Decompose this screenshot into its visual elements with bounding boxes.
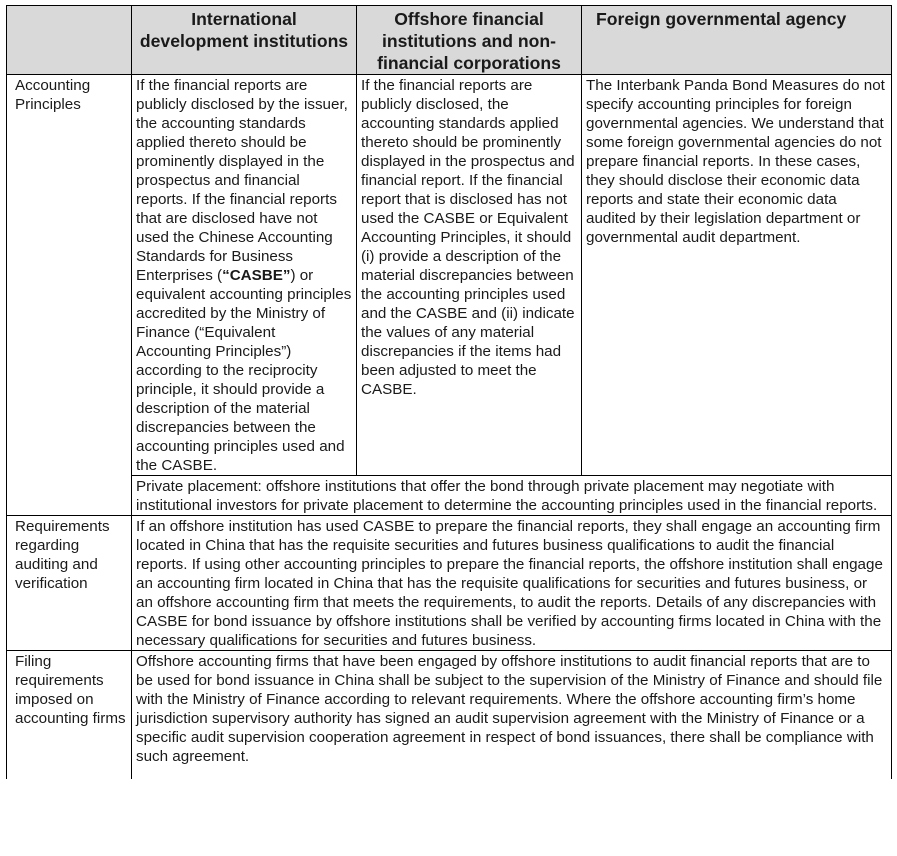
header-blank-cell: [7, 6, 132, 75]
header-foreign-governmental-agency: Foreign governmental agency: [582, 6, 892, 75]
cell-text-part: If the financial reports are publicly disclosed by the issuer, the accounting standards applied thereto should be prominently displayed in the prospectus and financial reports. If the financial reports that are disclosed have not used the Chinese Accounting Standards for Business Enterprises (: [136, 77, 348, 284]
header-international-development-institutions: International development institutions: [132, 6, 357, 75]
table-row-private-placement: [7, 476, 892, 516]
casbe-defined-term: “CASBE”: [222, 267, 291, 284]
cell-private-placement: Private placement: offshore institutions that offer the bond through private placement may negotiate with institutional investors for private placement to determine the accounting principles used in the financial reports.: [132, 476, 892, 516]
cell-auditing-requirements: If an offshore institution has used CASBE to prepare the financial reports, they shall engage an accounting firm located in China that has the requisite securities and futures business qualifications to audit the financial reports. If using other accounting principles to prepare the financial reports, the offshore institution shall engage an accounting firm located in China that has the requisite qualifications for securities and futures business, or an offshore accounting firm that meets the requirements, to audit the reports. Details of any discrepancies with CASBE for bond issuance by offshore institutions shall be verified by accounting firms located in China with the necessary qualifications for securities and futures business.: [132, 516, 892, 651]
row-label-accounting-principles: Accounting Principles: [7, 75, 132, 516]
cell-government-accounting-principles: The Interbank Panda Bond Measures do not specify accounting principles for foreign governmental agencies. We understand that some foreign governmental agencies do not prepare financial reports. In these cases, they should disclose their economic data reports and state their economic data audited by their legislation department or governmental audit department.: [582, 75, 892, 476]
panda-bond-requirements-table: [6, 5, 892, 779]
table-row-filing: [7, 651, 892, 779]
row-label-filing: Filing requirements imposed on accounting firms: [7, 651, 132, 779]
cell-offshore-accounting-principles: If the financial reports are publicly disclosed, the accounting standards applied thereto should be prominently displayed in the prospectus and financial report. If the financial report that is disclosed has not used the CASBE or Equivalent Accounting Principles, it should (i) provide a description of the material discrepancies between the accounting principles used and the CASBE and (ii) indicate the values of any material discrepancies if the items had been adjusted to meet the CASBE.: [357, 75, 582, 476]
cell-filing-requirements: Offshore accounting firms that have been engaged by offshore institutions to audit financial reports that are to be used for bond issuance in China shall be subject to the supervision of the Ministry of Finance and should file with the Ministry of Finance according to relevant requirements. Where the offshore accounting firm’s home jurisdiction supervisory authority has signed an audit supervision agreement with the Ministry of Finance or a specific audit supervision cooperation agreement in respect of bond issuances, there shall be compliance with such agreement.: [132, 651, 892, 779]
table-row-auditing: [7, 516, 892, 651]
table-header-row: [7, 6, 892, 75]
cell-text-part: ) or equivalent accounting principles accredited by the Ministry of Finance (“Equivalent Accounting Principles”) according to the reciprocity principle, it should provide a description of the material discrepancies between the accounting principles used and the CASBE.: [136, 267, 352, 474]
header-offshore-financial-institutions: Offshore financial institutions and non-financial corporations: [357, 6, 582, 75]
table-row-accounting-principles: [7, 75, 892, 476]
row-label-auditing: Requirements regarding auditing and verification: [7, 516, 132, 651]
cell-idi-accounting-principles: [132, 75, 357, 476]
